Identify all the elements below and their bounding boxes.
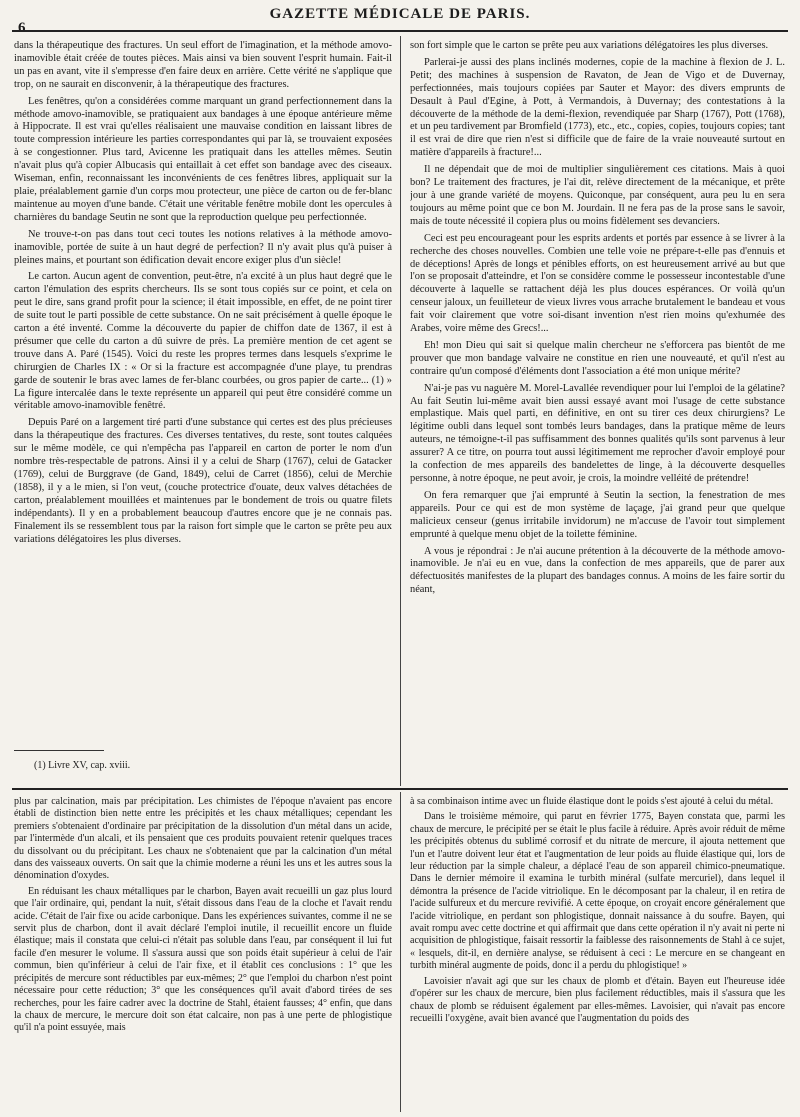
paragraph: En réduisant les chaux métalliques par le charbon, Bayen avait recueilli un gaz plus lourd que l'air ordinaire, qui, pendant la nuit, s'était dissous dans l'eau de la cloche et l'avait rendu acide. C'était de l'air fixe ou acide carbonique. Dans les expériences suivantes, comme il ne se servit plus de charbon, dont il avait déclaré l'emploi inutile, il recueillit encore un fluide élastique; mais il constata que celui-ci n'était pas soluble dans l'eau, par conséquent il lui fut facile d'en mesurer le volume. Il s'assura aussi que son poids était supérieur à celui de l'air commun, bien qu'inférieur à celui de l'air fixe, et il établit ces conclusions : 1° que les précipités de mercure sont réductibles par eux-mêmes; 2° que l'emploi du charbon n'est point nécessaire pour cette réduction; 3° que les conséquences qu'il avait d'abord tirées de ses recherches, pour les faire cadrer avec la doctrine de Stahl, étaient fausses; 4° enfin, que dans la chaux de mercure, le mercure doit son état calcaire, non pas à une perte de phlogistique qu'il n'a point essuyée, mais [14,885,392,1034]
paragraph: à sa combinaison intime avec un fluide élastique dont le poids s'est ajouté à celui du métal. [410,796,774,807]
lower-column-divider [400,792,401,1112]
paragraph: On fera remarquer que j'ai emprunté à Seutin la section, la fenestration de mes appareils. Pour ce qui est de mon système de laçage, j'ai grand peur que quelque malicieux censeur (genus irritabile invidorum) ne m'accuse de l'avoir tout simplement emprunté à quelque menu objet de la toilette féminine. [410,489,785,540]
paragraph: A vous je répondrai : Je n'ai aucune prétention à la découverte de la méthode amovo-inamovible. Je n'ai eu en vue, dans la confection de mes appareils, que de parer aux défectuosités manifestes de la plupart des bandages connus. A moins de les faire sortir du néant, [410,545,785,596]
paragraph: Le carton. Aucun agent de convention, peut-être, n'a excité à un plus haut degré que le carton l'émulation des esprits chercheurs. Ils se sont tous copiés sur ce point, et cela on peut le dire, sans grand profit pour la science; il était impossible, en effet, de ne point tirer de suite tout le parti possible de cette substance. On ne sait précisément à quelle époque le carton a été inventé. Comme la découverte du papier de chiffon date de 1367, il est à présumer que celle du carton a dû suivre de près. La première mention de cet agent se trouve dans A. Paré (1545). Voici du reste les propres termes dans lesquels s'exprime le chirurgien de Charles IX : « Or si la fracture est accompagnée d'une playe, tu prendras garde de soutenir le bras avec lames de fer-blanc courbées, ou gros papier de carte... (1) » La figure intercalée dans le texte représente un appareil qui peut être considéré comme un véritable amovo-inamovible fenêtré. [14,271,392,412]
paragraph: Parlerai-je aussi des plans inclinés modernes, copie de la machine à flexion de J. L. Petit; des machines à suspension de Ravaton, de Jean de Vigo et de Duvernay, perfectionnées, mais toujours copiées par Sauter et Mayor: des divers emprunts de Desault à Paul d'Egine, à Pott, à Vermandois, à Duvernay; des contestations à la découverte de la méthode de la demi-flexion, revendiquée par Sharp (1767), Pott (1768), et un peu tardivement par Bromfield (1773), etc., etc., copies, copies, toujours copies; tant il est vrai de dire que rien n'est si difficile que de faire de la vraie nouveauté surtout en matière d'appareils à fracture!... [410,56,785,159]
paragraph: Ceci est peu encourageant pour les esprits ardents et portés par essence à se livrer à la recherche des choses nouvelles. Combien une telle voie ne prépare-t-elle pas d'ennuis et de déceptions! Après de longs et pénibles efforts, on est heureusement arrivé au but que l'on se proposait d'atteindre, et l'on se considère comme le possesseur incontestable d'une découverte à laquelle se rattachent déjà les plus douces espérances. Or voilà qu'un censeur jaloux, un feuilleteur de vieux livres vous arrache brutalement le bandeau et vous fait voir clairement que votre soi-disant invention n'est rien moins qu'exhumée des Arabes, voire même des Grecs!... [410,232,785,335]
paragraph: dans la thérapeutique des fractures. Un seul effort de l'imagination, et la méthode amovo-inamovible était créée de toutes pièces. Mais ainsi va bien souvent l'esprit humain. Fait-il un pas en avant, vite il s'empresse d'en faire deux en arrière. Cette vérité ne s'applique que trop, on ne saurait en disconvenir, à la thérapeutique des fractures. [14,40,392,90]
footnote: (1) Livre XV, cap. xviii. [34,760,131,771]
paragraph: Les fenêtres, qu'on a considérées comme marquant un grand perfectionnement dans la méthode amovo-inamovible, se pratiquaient aux bandages à une époque antérieure même à Hippocrate. Il est vrai qu'elles réalisaient une mauvaise condition en laissant libres de toute compression intérieure les parties correspondantes qui par là, se trouvaient exposées à se congestionner. Plus tard, Avicenne les pratiquait dans les attelles mêmes. Seutin n'avait plus qu'à copier Albucasis qui entaillait à cet effet son bandage avec des ciseaux. Wiseman, enfin, reconnaissant les inconvénients de ces fenêtres libres, appliquait sur la plaie, préalablement garnie d'un corps mou protecteur, une pièce de carton ou de fer-blanc maintenue au moyen d'une bande. C'était une véritable fenêtre mobile dont les opercules à charnières du bandage Seutin ne sont que la reproduction quelque peu perfectionnée. [14,95,392,223]
lower-column-right [410,796,785,1108]
paragraph: Il ne dépendait que de moi de multiplier singulièrement ces citations. Mais à quoi bon? Le traitement des fractures, je l'ai dit, relève directement de la mécanique, et prête jour à une grande variété de moyens. Quiconque, par conséquent, aura peu lu en sera toujours au même point que ce bon M. Jourdain. Il ne fera pas de la prose sans le savoir, mais de toute nécessité il copiera plus ou moins fidèlement ses devanciers. [410,164,785,227]
upper-column-left [14,40,392,740]
lower-column-left [14,796,392,1108]
paragraph: plus par calcination, mais par précipitation. Les chimistes de l'époque n'avaient pas encore établi de distinction bien nette entre les précipités et les chaux métalliques; cependant les premiers s'obtenaient d'ordinaire par précipitation de la dissolution d'un métal dans un acide, par l'intermède d'un alcali, et ils pensaient que ces produits pouvaient retenir quelques traces du dissolvant ou du précipitant. Les chaux ne s'obtenaient que par la calcination d'un métal dans des vaisseaux ouverts. On sait que la chimie moderne a réuni les uns et les autres sous la dénomination d'oxydes. [14,796,392,882]
column-divider [400,36,401,786]
header-rule [12,30,788,32]
paragraph: Dans le troisième mémoire, qui parut en février 1775, Bayen constata que, parmi les chaux de mercure, le précipité per se était le plus facile à réduire. Après avoir réduit de même les précipités obtenus du sublimé corrosif et du nitrate de mercure, il ajouta nettement que l'un et l'autre doivent leur état et l'augmentation de leur poids au fluide élastique qui, lors de leur réduction par la simple chaleur, a déplacé l'eau de son appareil chimico-pneumatique. Dans le dernier mémoire il examina le turbith minéral (sulfate mercuriel), dans lequel il démontra la présence de l'acide vitriolique. En le décomposant par la chaleur, il en retira de l'acide sulfureux et du mercure revivifié. A cette époque, on croyait encore généralement que l'acide vitriolique, en perdant son phlogistique, donnait naissance à du soufre. Bayen, qui avait rompu avec cette doctrine et qui affirmait que dans cette opération il n'y avait ni perte ni acquisition de phlogistique, faisait ressortir la faiblesse des raisonnements de Stahl à ce sujet, « lesquels, dit-il, en dernière analyse, se réduisent à ceci : Le mercure en se changeant en turbith minéral augmente de poids, donc il a perdu du phlogistique! » [410,811,785,972]
paragraph: Depuis Paré on a largement tiré parti d'une substance qui certes est des plus précieuses dans la thérapeutique des fractures. Ces diverses tentatives, du reste, sont toutes calquées sur le même modèle, ce qui n'empêcha pas l'appareil en carton de porter le nom d'un nombre très-respectable de patrons. Ainsi il y a celui de Sharp (1767), celui de Gatacker (1769), celui de Burggrave (de Gand, 1849), celui de Carret (1856), celui de Merchie (1858), il y a le mien, si l'on veut, (couche protectrice d'ouate, deux valves détachées de carton, préalablement mouillées et maintenues par le bondement de trois ou quatre filets indépendants). Il y en a probablement beaucoup d'autres encore que je ne connais pas. Finalement ils se ressemblent tous par la raison fort simple que le carton se prête peu aux variations délégatoires les plus diverses. [14,417,392,545]
journal-title: GAZETTE MÉDICALE DE PARIS. [269,6,531,22]
section-rule [12,788,788,790]
footnote-rule [14,750,104,751]
paragraph: Lavoisier n'avait agi que sur les chaux de plomb et d'étain. Bayen eut l'heureuse idée d'opérer sur les chaux de mercure, bien plus facilement réductibles, mais il s'assura que les chaux de plomb se réduisent également par elles-mêmes. Lavoisier, qui n'avait pas encore recueilli l'oxygène, avait bien avancé que l'augmentation du poids des [410,975,785,1024]
page-number: 6 [18,20,26,36]
paragraph: N'ai-je pas vu naguère M. Morel-Lavallée revendiquer pour lui l'emploi de la gélatine? Au fait Seutin lui-même avait bien aussi essayé avant moi l'usage de cette substance emplastique. Mais quel parti, en définitive, en ont su tirer ces deux chirurgiens? Le légitime oubli dans lequel sont tombés leurs bandages, dans la pratique même de leurs auteurs, ne témoigne-t-il pas suffisamment des bonnes qualités qu'ils sont parvenus à leur assurer? A ce titre, on pourra tout aussi légitimement me reprocher d'avoir employé pour la confection de mes appareils des bandelettes de linge, à la découverte desquelles personne, à notre époque, ne peut avoir, je crois, la moindre velléité de prétendre! [410,382,785,484]
paragraph: son fort simple que le carton se prête peu aux variations délégatoires les plus diverses. [410,40,769,51]
paragraph: Eh! mon Dieu qui sait si quelque malin chercheur ne s'efforcera pas bientôt de me prouver que mon bandage valvaire ne constitue en rien une nouveauté, et qu'il n'est au contraire qu'un composé d'éléments dont l'association a été mon unique mérite? [410,339,785,377]
paragraph: Ne trouve-t-on pas dans tout ceci toutes les notions relatives à la méthode amovo-inamovible, portée de suite à un haut degré de perfection? Il n'y avait plus qu'à puiser à pleines mains, et pourtant son édification devait encore exiger plus d'un siècle! [14,228,392,266]
upper-column-right [410,40,785,740]
